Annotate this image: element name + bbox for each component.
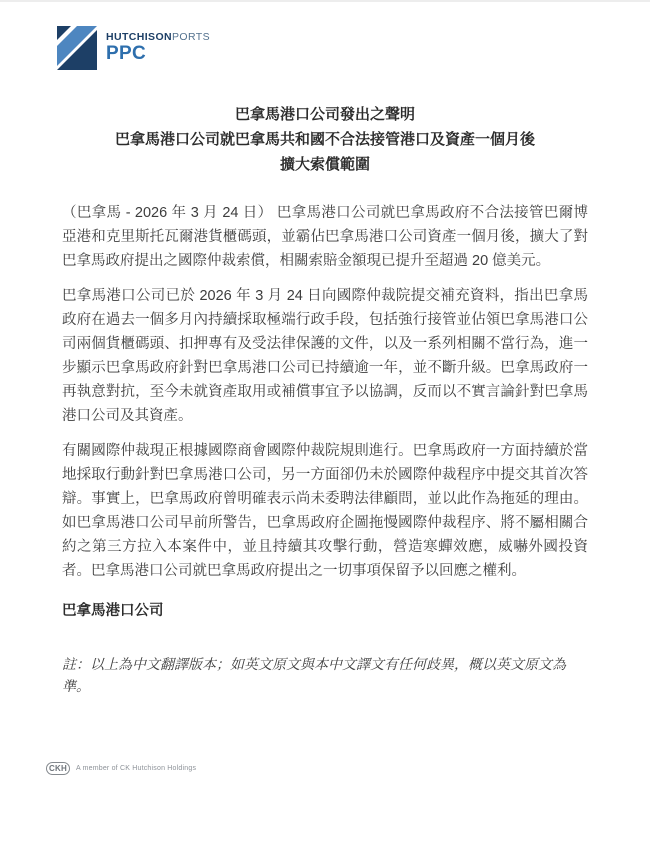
signature-company-name: 巴拿馬港口公司 [62,603,164,619]
hutchison-ports-flag-icon [57,26,97,70]
statement-paragraph-1: （巴拿馬 - 2026 年 3 月 24 日） 巴拿馬港口公司就巴拿馬政府不合法接管巴爾博亞港和克里斯托瓦爾港貨櫃碼頭，並霸佔巴拿馬港口公司資產一個月後，擴大了對巴拿馬政府提出之國際仲裁索償，相關索賠金額現已提升至超過 20 億美元。 [62,205,588,269]
member-of-ck-hutchison-text: A member of CK Hutchison Holdings [75,765,197,772]
statement-body [62,201,588,697]
statement-paragraph-3: 有關國際仲裁現正根據國際商會國際仲裁院規則進行。巴拿馬政府一方面持續於當地採取行動針對巴拿馬港口公司，另一方面卻仍未於國際仲裁程序中提交其首次答辯。事實上，巴拿馬政府曾明確表示尚未委聘法律顧問，並以此作為拖延的理由。如巴拿馬港口公司早前所警告，巴拿馬政府企圖拖慢國際仲裁程序、將不屬相關合約之第三方拉入本案件中，並且持續其攻擊行動，營造寒蟬效應，威嚇外國投資者。巴拿馬港口公司就巴拿馬政府提出之一切事項保留予以回應之權利。 [62,443,588,579]
statement-paragraph-2: 巴拿馬港口公司已於 2026 年 3 月 24 日向國際仲裁院提交補充資料，指出巴拿馬政府在過去一個多月內持續採取極端行政手段，包括強行接管並佔領巴拿馬港口公司兩個貨櫃碼頭、扣押專有及受法律保護的文件，以及一系列相關不當行為，進一步顯示巴拿馬政府針對巴拿馬港口公司已持續逾一年，並不斷升級。巴拿馬政府一再執意對抗，至今未就資產取用或補償事宜予以協調，反而以不實言論針對巴拿馬港口公司及其資產。 [62,288,588,424]
brand-name [106,32,210,43]
translation-note: 註：以上為中文翻譯版本；如英文原文與本中文譯文有任何歧異，概以英文原文為準。 [62,656,566,694]
ckh-logo: CKH [46,762,70,775]
title-line-1: 巴拿馬港口公司發出之聲明 [234,106,415,123]
statement-title [62,102,588,177]
title-line-3: 擴大索償範圍 [279,156,370,173]
brand-name-ports: PORTS [172,31,210,43]
brand-subsidiary-ppc: PPC [106,43,146,64]
brand-name-hutchison: HUTCHISON [106,31,173,43]
title-line-2: 巴拿馬港口公司就巴拿馬共和國不合法接管港口及資產一個月後 [114,131,535,148]
page-footer [46,762,196,775]
brand-wordmark [106,26,210,64]
hutchison-ports-ppc-logo [57,26,588,72]
